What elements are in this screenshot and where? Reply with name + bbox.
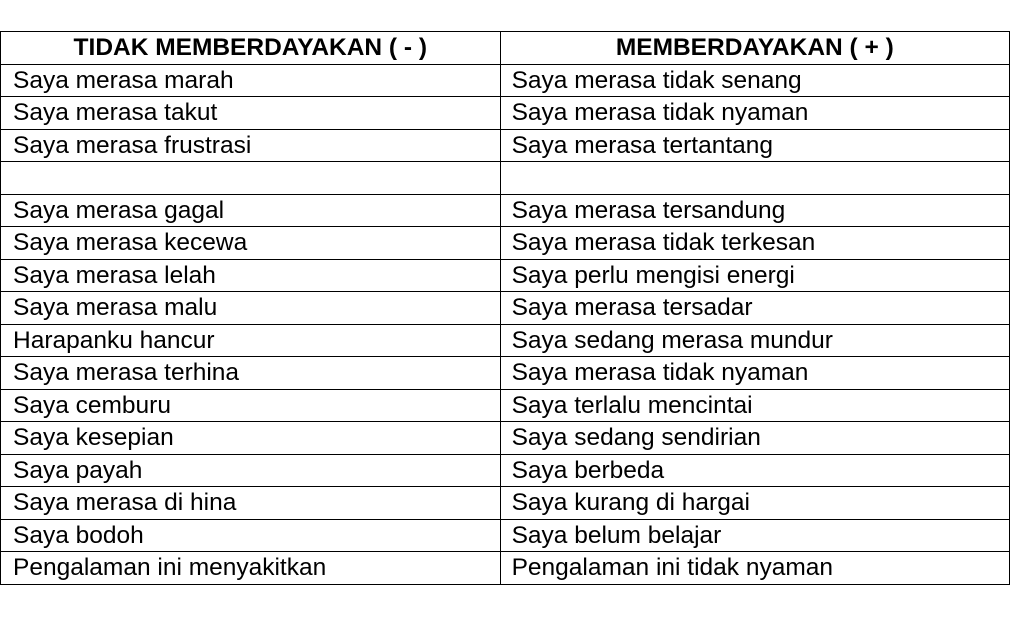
cell-positive: Saya merasa tidak nyaman: [500, 97, 1009, 130]
table-row: [1, 324, 1010, 357]
table-row-empty: [1, 162, 1010, 195]
cell-negative: Pengalaman ini menyakitkan: [1, 552, 501, 585]
cell-negative: Saya bodoh: [1, 519, 501, 552]
cell-positive: Pengalaman ini tidak nyaman: [500, 552, 1009, 585]
cell-negative: [1, 162, 501, 195]
table-row: [1, 129, 1010, 162]
table-row: [1, 454, 1010, 487]
cell-positive: [500, 162, 1009, 195]
comparison-table: [0, 31, 1010, 585]
table-row: [1, 357, 1010, 390]
cell-positive: Saya terlalu mencintai: [500, 389, 1009, 422]
table-row: [1, 422, 1010, 455]
header-row: [1, 32, 1010, 65]
table-row: [1, 97, 1010, 130]
cell-negative: Saya merasa terhina: [1, 357, 501, 390]
table-row: [1, 64, 1010, 97]
cell-negative: Saya merasa gagal: [1, 194, 501, 227]
table-row: [1, 487, 1010, 520]
table-row: [1, 292, 1010, 325]
table-row: [1, 552, 1010, 585]
cell-negative: Saya cemburu: [1, 389, 501, 422]
cell-positive: Saya merasa tidak senang: [500, 64, 1009, 97]
cell-positive: Saya merasa tersadar: [500, 292, 1009, 325]
cell-negative: Saya merasa kecewa: [1, 227, 501, 260]
header-disempowering: TIDAK MEMBERDAYAKAN ( - ): [1, 32, 501, 65]
table-row: [1, 194, 1010, 227]
cell-positive: Saya merasa tersandung: [500, 194, 1009, 227]
table-row: [1, 519, 1010, 552]
table-row: [1, 389, 1010, 422]
table-row: [1, 227, 1010, 260]
cell-positive: Saya merasa tertantang: [500, 129, 1009, 162]
cell-negative: Saya merasa marah: [1, 64, 501, 97]
cell-negative: Saya merasa di hina: [1, 487, 501, 520]
cell-positive: Saya kurang di hargai: [500, 487, 1009, 520]
cell-positive: Saya berbeda: [500, 454, 1009, 487]
cell-negative: Saya payah: [1, 454, 501, 487]
cell-negative: Saya merasa takut: [1, 97, 501, 130]
cell-positive: Saya belum belajar: [500, 519, 1009, 552]
cell-negative: Saya merasa malu: [1, 292, 501, 325]
cell-negative: Saya kesepian: [1, 422, 501, 455]
cell-negative: Saya merasa frustrasi: [1, 129, 501, 162]
cell-positive: Saya sedang sendirian: [500, 422, 1009, 455]
header-empowering: MEMBERDAYAKAN ( + ): [500, 32, 1009, 65]
cell-negative: Saya merasa lelah: [1, 259, 501, 292]
cell-positive: Saya perlu mengisi energi: [500, 259, 1009, 292]
cell-positive: Saya merasa tidak terkesan: [500, 227, 1009, 260]
cell-positive: Saya sedang merasa mundur: [500, 324, 1009, 357]
cell-negative: Harapanku hancur: [1, 324, 501, 357]
cell-positive: Saya merasa tidak nyaman: [500, 357, 1009, 390]
table-row: [1, 259, 1010, 292]
